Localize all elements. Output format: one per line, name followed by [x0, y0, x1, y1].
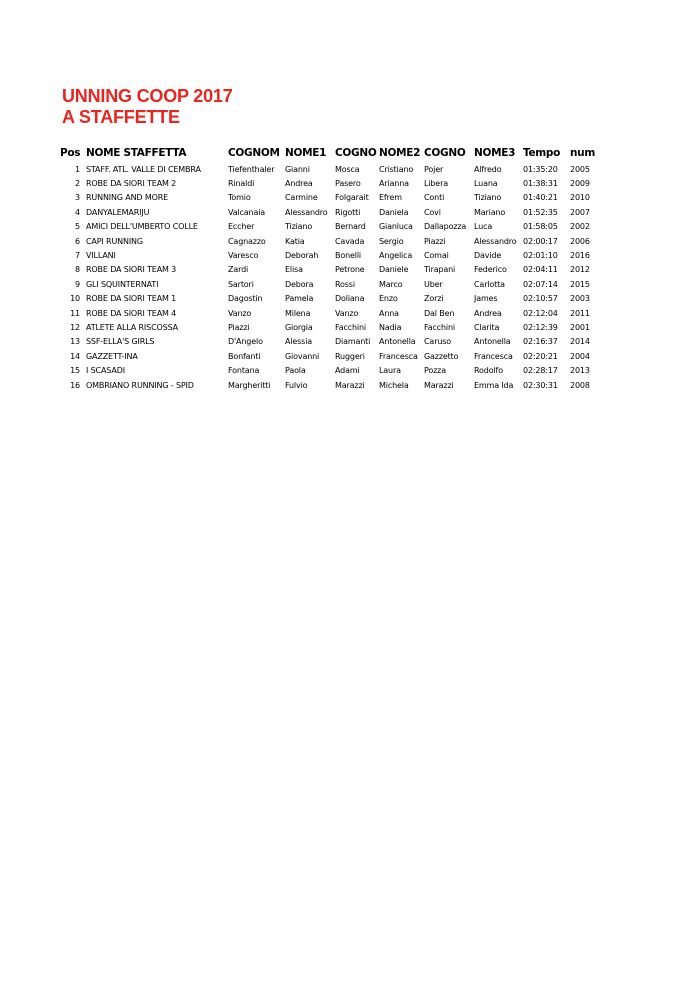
header-pos: Pos: [60, 147, 81, 159]
cell-name-1: Pamela: [285, 294, 314, 304]
cell-name-1: Katia: [285, 236, 305, 246]
cell-name-1: Elisa: [285, 265, 303, 275]
cell-time: 01:58:05: [523, 222, 558, 232]
cell-team-name: SSF-ELLA'S GIRLS: [86, 337, 155, 347]
cell-surname-1: Valcanaia: [228, 207, 266, 217]
cell-time: 01:35:20: [523, 164, 558, 174]
cell-name-1: Andrea: [285, 179, 313, 189]
cell-time: 02:00:17: [523, 236, 558, 246]
header-surname-1: COGNOM: [228, 147, 280, 159]
cell-surname-2: Bernard: [335, 222, 366, 232]
cell-team-name: ROBE DA SIORI TEAM 2: [86, 179, 177, 189]
results-body: [60, 162, 602, 392]
cell-surname-2: Mosca: [335, 164, 360, 174]
cell-surname-2: Bonelli: [335, 251, 361, 261]
cell-surname-2: Rigotti: [335, 207, 361, 217]
cell-name-3: Rodolfo: [474, 366, 503, 376]
cell-surname-3: Libera: [424, 179, 448, 189]
cell-surname-2: Adami: [335, 366, 360, 376]
cell-name-1: Giovanni: [285, 351, 320, 361]
cell-pos: 5: [75, 222, 80, 232]
cell-name-2: Efrem: [379, 193, 402, 203]
header-name-2: NOME2: [379, 147, 421, 159]
cell-bib-number: 2008: [570, 380, 590, 390]
cell-bib-number: 2007: [570, 207, 590, 217]
cell-surname-1: Piazzi: [228, 322, 250, 332]
cell-surname-1: Vanzo: [228, 308, 252, 318]
cell-surname-1: D'Angelo: [228, 337, 263, 347]
cell-team-name: RUNNING AND MORE: [86, 193, 169, 203]
cell-bib-number: 2004: [570, 351, 590, 361]
cell-name-3: Tiziano: [474, 193, 502, 203]
cell-pos: 14: [70, 351, 80, 361]
cell-name-3: Francesca: [474, 351, 513, 361]
cell-time: 02:07:14: [523, 279, 558, 289]
cell-name-3: Alessandro: [474, 236, 517, 246]
cell-surname-3: Uber: [424, 279, 443, 289]
cell-name-1: Fulvio: [285, 380, 308, 390]
cell-surname-2: Vanzo: [335, 308, 359, 318]
cell-bib-number: 2012: [570, 265, 590, 275]
cell-pos: 1: [75, 164, 80, 174]
cell-name-2: Daniele: [379, 265, 409, 275]
cell-time: 02:01:10: [523, 251, 558, 261]
cell-time: 02:16:37: [523, 337, 558, 347]
cell-name-3: Luca: [474, 222, 493, 232]
cell-surname-1: Margheritti: [228, 380, 271, 390]
results-table-container: [60, 144, 602, 392]
cell-time: 01:38:31: [523, 179, 558, 189]
cell-time: 01:40:21: [523, 193, 558, 203]
cell-name-3: James: [474, 294, 498, 304]
cell-surname-2: Petrone: [335, 265, 365, 275]
header-surname-2: COGNO: [335, 147, 377, 159]
table-row: [60, 349, 602, 363]
cell-name-3: Luana: [474, 179, 498, 189]
table-row: [60, 277, 602, 291]
cell-name-2: Enzo: [379, 294, 398, 304]
cell-name-1: Gianni: [285, 164, 310, 174]
table-row: [60, 205, 602, 219]
cell-name-3: Clarita: [474, 322, 500, 332]
cell-name-1: Deborah: [285, 251, 319, 261]
cell-pos: 2: [75, 179, 80, 189]
cell-surname-2: Marazzi: [335, 380, 365, 390]
cell-pos: 9: [75, 279, 80, 289]
header-bib-number: num: [570, 147, 595, 159]
table-row: [60, 363, 602, 377]
table-row: [60, 191, 602, 205]
cell-pos: 11: [70, 308, 80, 318]
cell-name-3: Alfredo: [474, 164, 502, 174]
cell-pos: 3: [75, 193, 80, 203]
cell-name-2: Francesca: [379, 351, 418, 361]
cell-pos: 7: [75, 251, 80, 261]
cell-surname-3: Dallapozza: [424, 222, 467, 232]
cell-surname-1: Dagostin: [228, 294, 263, 304]
cell-surname-1: Tomio: [228, 193, 251, 203]
cell-pos: 13: [70, 337, 80, 347]
cell-surname-1: Eccher: [228, 222, 255, 232]
cell-surname-3: Caruso: [424, 337, 452, 347]
cell-team-name: AMICI DELL'UMBERTO COLLE: [86, 222, 198, 232]
cell-surname-2: Pasero: [335, 179, 361, 189]
cell-time: 02:12:04: [523, 308, 558, 318]
header-time: Tempo: [523, 147, 561, 159]
cell-surname-2: Cavada: [335, 236, 365, 246]
cell-bib-number: 2001: [570, 322, 590, 332]
cell-time: 02:12:39: [523, 322, 558, 332]
table-row: [60, 162, 602, 176]
cell-team-name: ROBE DA SIORI TEAM 1: [86, 294, 177, 304]
cell-surname-3: Marazzi: [424, 380, 454, 390]
cell-surname-2: Facchini: [335, 322, 366, 332]
cell-bib-number: 2014: [570, 337, 590, 347]
cell-team-name: CAPI RUNNING: [86, 236, 143, 246]
cell-surname-1: Sartori: [228, 279, 254, 289]
cell-surname-3: Comai: [424, 251, 449, 261]
table-row: [60, 220, 602, 234]
cell-bib-number: 2015: [570, 279, 590, 289]
document-title: [62, 86, 322, 128]
cell-pos: 6: [75, 236, 80, 246]
table-row: [60, 234, 602, 248]
title-line-1: UNNING COOP 2017: [62, 86, 233, 106]
cell-name-2: Nadia: [379, 322, 402, 332]
table-row: [60, 335, 602, 349]
table-row: [60, 320, 602, 334]
cell-surname-3: Gazzetto: [424, 351, 459, 361]
cell-name-1: Giorgia: [285, 322, 313, 332]
cell-time: 02:10:57: [523, 294, 558, 304]
table-row: [60, 306, 602, 320]
cell-surname-2: Folgarait: [335, 193, 369, 203]
cell-bib-number: 2010: [570, 193, 590, 203]
cell-name-3: Federico: [474, 265, 507, 275]
cell-surname-3: Piazzi: [424, 236, 446, 246]
cell-name-3: Emma Ida: [474, 380, 514, 390]
cell-name-2: Laura: [379, 366, 401, 376]
header-team-name: NOME STAFFETTA: [86, 147, 187, 159]
cell-surname-3: Facchini: [424, 322, 455, 332]
cell-bib-number: 2002: [570, 222, 590, 232]
table-row: [60, 248, 602, 262]
cell-bib-number: 2011: [570, 308, 590, 318]
cell-bib-number: 2006: [570, 236, 590, 246]
cell-time: 02:04:11: [523, 265, 558, 275]
cell-time: 02:20:21: [523, 351, 558, 361]
cell-bib-number: 2003: [570, 294, 590, 304]
cell-surname-3: Pojer: [424, 164, 444, 174]
cell-surname-1: Cagnazzo: [228, 236, 266, 246]
table-row: [60, 263, 602, 277]
cell-name-2: Angelica: [379, 251, 413, 261]
cell-name-2: Marco: [379, 279, 403, 289]
cell-name-1: Milena: [285, 308, 311, 318]
cell-surname-3: Covi: [424, 207, 441, 217]
cell-name-1: Tiziano: [285, 222, 313, 232]
cell-bib-number: 2005: [570, 164, 590, 174]
cell-surname-3: Tirapani: [424, 265, 456, 275]
cell-surname-3: Pozza: [424, 366, 446, 376]
cell-team-name: I SCASADI: [86, 366, 125, 376]
cell-surname-1: Varesco: [228, 251, 259, 261]
cell-name-1: Debora: [285, 279, 314, 289]
cell-pos: 16: [70, 380, 80, 390]
cell-team-name: GLI SQUINTERNATI: [86, 279, 159, 289]
cell-team-name: OMBRIANO RUNNING - SPID: [86, 380, 194, 390]
cell-bib-number: 2013: [570, 366, 590, 376]
cell-surname-1: Bonfanti: [228, 351, 261, 361]
cell-team-name: ROBE DA SIORI TEAM 3: [86, 265, 177, 275]
header-name-1: NOME1: [285, 147, 327, 159]
cell-surname-2: Ruggeri: [335, 351, 365, 361]
cell-surname-2: Rossi: [335, 279, 355, 289]
cell-pos: 10: [70, 294, 80, 304]
cell-name-3: Carlotta: [474, 279, 505, 289]
cell-time: 02:30:31: [523, 380, 558, 390]
cell-surname-1: Zardi: [228, 265, 249, 275]
cell-name-2: Antonella: [379, 337, 416, 347]
cell-bib-number: 2009: [570, 179, 590, 189]
cell-pos: 8: [75, 265, 80, 275]
cell-name-2: Cristiano: [379, 164, 414, 174]
cell-name-2: Anna: [379, 308, 399, 318]
cell-name-1: Alessia: [285, 337, 313, 347]
cell-surname-1: Tiefenthaler: [228, 164, 275, 174]
cell-name-2: Daniela: [379, 207, 409, 217]
cell-team-name: STAFF. ATL. VALLE DI CEMBRA: [86, 164, 201, 174]
cell-name-3: Davide: [474, 251, 502, 261]
results-table: [60, 144, 602, 392]
cell-time: 01:52:35: [523, 207, 558, 217]
cell-name-2: Gianluca: [379, 222, 413, 232]
header-name-3: NOME3: [474, 147, 516, 159]
cell-pos: 15: [70, 366, 80, 376]
cell-team-name: ROBE DA SIORI TEAM 4: [86, 308, 177, 318]
cell-name-2: Sergio: [379, 236, 404, 246]
title-line-2: A STAFFETTE: [62, 107, 180, 127]
cell-name-1: Alessandro: [285, 207, 328, 217]
cell-name-3: Andrea: [474, 308, 502, 318]
cell-pos: 4: [75, 207, 80, 217]
cell-bib-number: 2016: [570, 251, 590, 261]
cell-surname-2: Doliana: [335, 294, 365, 304]
cell-name-1: Carmine: [285, 193, 318, 203]
cell-name-3: Mariano: [474, 207, 506, 217]
cell-team-name: ATLETE ALLA RISCOSSA: [86, 322, 178, 332]
cell-name-2: Michela: [379, 380, 409, 390]
cell-name-1: Paola: [285, 366, 306, 376]
table-row: [60, 292, 602, 306]
cell-name-3: Antonella: [474, 337, 511, 347]
table-row: [60, 378, 602, 392]
cell-team-name: VILLANI: [86, 251, 116, 261]
cell-surname-1: Fontana: [228, 366, 260, 376]
cell-surname-3: Zorzi: [424, 294, 444, 304]
table-row: [60, 176, 602, 190]
cell-name-2: Arianna: [379, 179, 409, 189]
header-surname-3: COGNO: [424, 147, 466, 159]
cell-team-name: DANYALEMARIJU: [86, 207, 150, 217]
cell-team-name: GAZZETT-INA: [86, 351, 138, 361]
table-header-row: [60, 144, 602, 162]
cell-surname-3: Dal Ben: [424, 308, 455, 318]
cell-pos: 12: [70, 322, 80, 332]
cell-surname-1: Rinaldi: [228, 179, 255, 189]
cell-surname-2: Diamanti: [335, 337, 371, 347]
cell-time: 02:28:17: [523, 366, 558, 376]
cell-surname-3: Conti: [424, 193, 445, 203]
